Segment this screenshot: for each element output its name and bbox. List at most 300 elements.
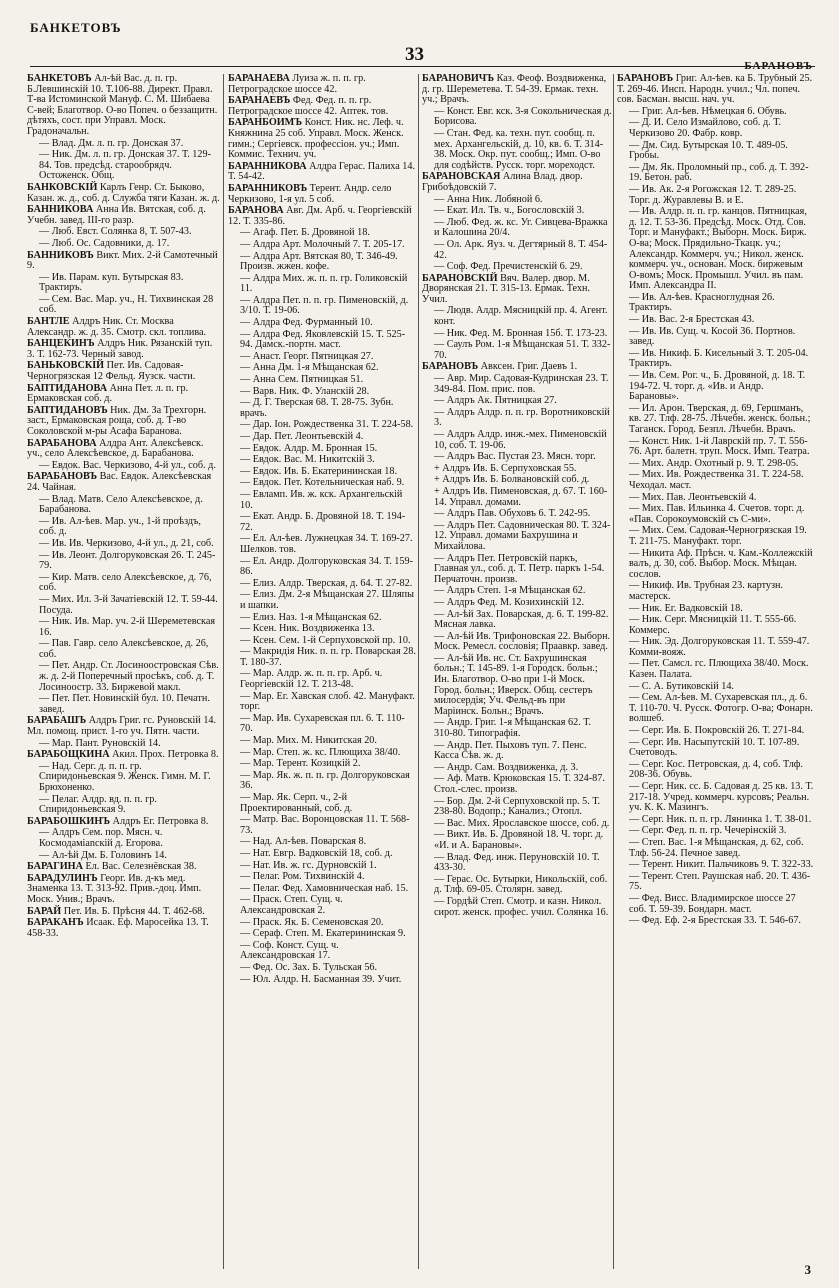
- entry-text: — Д. Г. Тверская 68. Т. 28-75. Зубн. врачъ.: [240, 397, 394, 419]
- directory-entry: [228, 490, 416, 511]
- entry-text: — Евдок. Вас. М. Никитскій 3.: [240, 454, 375, 466]
- entry-text: — Герас. Ос. Бутырки, Никольскій, соб. д. Тлф. 69-05. Столярн. завед.: [434, 873, 608, 896]
- entry-text: — Конст. Евг. кск. 3-я Сокольническая д. Борисова.: [434, 105, 612, 128]
- directory-entry: [228, 941, 416, 962]
- entry-surname: БАРАБАШЪ: [27, 715, 87, 727]
- directory-entry: [617, 493, 815, 504]
- entry-text: Алдръ Григ. гс. Руновскій 14. Мл. помощ. прист. 1-го уч. Пятн. части.: [27, 715, 217, 738]
- directory-entry: [422, 718, 612, 739]
- entry-text: — Пет. Пет. Новинскій бул. 10. Печатн. завед.: [39, 693, 210, 715]
- entry-text: — Ил. Арон. Тверская, д. 69, Гершманъ, кв. 27. Тлф. 28-75. Лѣчебн. женск. больн.; Таганск. Город. Безпл. Лѣчебн. Врачъ.: [629, 402, 811, 435]
- entry-text: — Мар. Пант. Руновскій 14.: [39, 737, 161, 749]
- entry-text: — Ник. Фед. М. Бронная 15б. Т. 173-23.: [434, 327, 608, 339]
- entry-surname: БАРАНОВСКІЙ: [422, 272, 498, 284]
- directory-entry: [228, 118, 416, 160]
- entry-text: Георг. Ив. д-къ мед. Знаменка 13. Т. 313-92. Прив.-доц. Имп. Моск. Унив.; Врачъ.: [27, 872, 202, 905]
- entry-text: — Ив. Леонт. Долгоруковская 26. Т. 245-79.: [39, 549, 216, 572]
- directory-entry: [228, 636, 416, 647]
- entry-surname: БАРАГИНА: [27, 861, 83, 873]
- entry-surname: БАРАНАЕВА: [228, 74, 290, 84]
- directory-entry: [27, 617, 220, 638]
- entry-text: — Алдръ Ак. Пятницкая 27.: [434, 395, 557, 407]
- entry-text: Терент. Андр. село Черкизово, 1-я ул. 5 соб.: [228, 182, 392, 205]
- entry-text: — Алдра Мих. ж. п. п. гр. Голиковскій 11.: [240, 272, 408, 295]
- entry-text: — Пелаг. Ром. Тихвинскій 4.: [240, 871, 365, 883]
- directory-entry: [228, 692, 416, 713]
- directory-entry: [27, 573, 220, 594]
- entry-surname: БАНЬКОВСКІЙ: [27, 360, 105, 372]
- entry-text: Пет. Ив. Садовая-Черногрязская 12 Фельд. Яузск. части.: [27, 360, 196, 383]
- directory-entry: [617, 604, 815, 615]
- entry-text: — Саулъ Ром. 1-я Мѣщанская 51. Т. 332-70.: [434, 339, 611, 361]
- directory-entry: [228, 579, 416, 590]
- entry-text: — Мар. Мих. М. Никитская 20.: [240, 735, 377, 747]
- entry-text: — Алдра Арт. Молочный 7. Т. 205-17.: [240, 238, 405, 250]
- entry-surname: БАНКОВСКІЙ: [27, 181, 98, 193]
- directory-entry: [617, 615, 815, 636]
- entry-surname: БАПТИДАНОВЪ: [27, 404, 108, 416]
- directory-entry: [27, 150, 220, 182]
- entry-text: — Пет. Самсл. гс. Плющиха 38/40. Моск. Казен. Палата.: [629, 658, 809, 681]
- directory-entry: [422, 206, 612, 217]
- entry-text: — Людв. Алдр. Мясницкій пр. 4. Агент. конт.: [434, 305, 608, 328]
- entry-text: — Кир. Матв. село Алексѣевское, д. 76, соб.: [39, 571, 212, 594]
- entry-text: + Алдръ Ив. Пименовская, д. 67. Т. 160-14. Управл. домами.: [434, 485, 608, 508]
- entry-text: — Над. Серг. д. п. п. гр. Спиридоньевская 9. Женск. Гимн. М. Г. Брюхоненко.: [39, 760, 211, 793]
- directory-entry: [27, 251, 220, 272]
- directory-entry: [422, 306, 612, 327]
- directory-entry: [228, 296, 416, 317]
- entry-surname: БАРАЙ: [27, 905, 62, 917]
- directory-entry: [617, 693, 815, 725]
- entry-text: — Варв. Ник. Ф. Уланскій 28.: [240, 385, 370, 397]
- entry-text: — Матр. Вас. Воронцовская 11. Т. 568-73.: [240, 814, 410, 836]
- entry-text: — Никита Аф. Прѣсн. ч. Кам.-Коллежскій валъ, д. 30, соб. Выбор. Моск. Мѣщан. сослов.: [629, 547, 813, 580]
- directory-entry: [422, 240, 612, 261]
- directory-entry: [228, 455, 416, 466]
- directory-entry: [617, 141, 815, 162]
- entry-text: Фед. Фед. п. п. гр. Петроградское шоссе 42. Аптек. тов.: [228, 95, 389, 117]
- entry-text: — Андр. Григ. 1-я Мѣщанская 62. Т. 310-80. Типографія.: [434, 717, 592, 740]
- entry-text: — Люб. Фед. ж. кс. Уг. Сивцева-Вражка и Калошина 20/4.: [434, 216, 608, 239]
- directory-entry: [617, 163, 815, 184]
- entry-surname: БАПТИДАНОВА: [27, 382, 108, 394]
- directory-entry: [27, 739, 220, 750]
- directory-entry: [617, 327, 815, 348]
- directory-entry: [228, 884, 416, 895]
- directory-entry: [617, 437, 815, 458]
- column-divider: [613, 74, 614, 1269]
- entry-text: Алдръ Ег. Петровка 8.: [112, 815, 209, 827]
- entry-text: — Фед. Висс. Владимирское шоссе 27 соб. Т. 59-39. Бондарн. маст.: [629, 892, 796, 915]
- entry-text: — Ив. Вас. 2-я Брестская 43.: [629, 314, 755, 326]
- entry-text: — Евдок. Пет. Котельническая наб. 9.: [240, 477, 405, 489]
- entry-text: — Соф. Конст. Сущ. ч. Александровская 17.: [240, 939, 339, 962]
- entry-surname: БАННИКОВЪ: [27, 249, 94, 261]
- entry-text: — Мар. Степ. ж. кс. Плющиха 38/40.: [240, 746, 401, 758]
- entry-surname: БАНКЕТОВЪ: [27, 74, 92, 84]
- entry-text: Викт. Мих. 2-й Самотечный 9.: [27, 249, 218, 272]
- directory-entry: [27, 539, 220, 550]
- entry-text: Алдра Герас. Палиха 14. Т. 54-42.: [228, 160, 416, 183]
- directory-entry: [228, 613, 416, 624]
- page-number: 33: [405, 44, 424, 65]
- entry-text: — Елиз. Наз. 1-я Мѣщанская 62.: [240, 611, 382, 623]
- directory-entry: [228, 837, 416, 848]
- entry-text: — Ал-ѣй Ив. нс. Ст. Бахрушинская больн.; Т. 145-89. 1-я Городск. больн.; Ин. Благотвор. О-во при 1-й Моск. Город. больн.; Иверск. Общ. сестеръ милосердія; Уч. Фельд-въ при Маріинск. Больн.; Врачъ.: [434, 652, 598, 717]
- directory-entry: [422, 362, 612, 373]
- directory-entry: [617, 916, 815, 927]
- directory-entry: [27, 874, 220, 906]
- entry-text: — Влад. Фед. инж. Перуновскій 10. Т. 433-30.: [434, 851, 600, 874]
- entry-text: — Макридія Ник. п. п. гр. Поварская 28. Т. 180-37.: [240, 646, 416, 668]
- directory-entry: [27, 661, 220, 693]
- directory-entry: [27, 205, 220, 226]
- entry-text: — Дм. Сид. Бутырская 10. Т. 489-05. Гробы.: [629, 139, 788, 162]
- directory-entry: [27, 762, 220, 794]
- directory-entry: [422, 875, 612, 896]
- directory-entry: [422, 586, 612, 597]
- entry-text: Пет. Ив. Б. Прѣсня 44. Т. 462-68.: [63, 905, 205, 917]
- entry-text: — Алдра Пет. п. п. гр. Пименовскій, д. 3/10. Т. 19-06.: [240, 294, 409, 317]
- entry-text: — Григ. Ал-ѣев. Нѣмецкая 6. Обувь.: [629, 105, 787, 117]
- directory-entry: [27, 862, 220, 873]
- entry-text: — Ал-ѣй Ив. Трифоновская 22. Выборн. Моск. Ремесл. сословія; Праавкр. завед.: [434, 630, 611, 653]
- entry-text: — Гордѣй Степ. Смотр. и казн. Никол. сирот. женск. профес. учил. Солянка 16.: [434, 895, 609, 918]
- directory-entry: [617, 860, 815, 871]
- entry-surname: БАРАНОВЪ: [422, 361, 479, 373]
- entry-text: — Андр. Пет. Пыховъ туп. 7. Пенс. Касса Сѣв. ж. д.: [434, 739, 587, 762]
- directory-entry: [422, 107, 612, 128]
- entry-text: — Евдок. Ив. Б. Екатерининская 18.: [240, 465, 397, 477]
- entry-text: — Екат. Андр. Б. Дровяной 18. Т. 194-72.: [240, 511, 406, 533]
- directory-entry: [422, 598, 612, 609]
- entry-text: — Анаст. Георг. Пятницкая 27.: [240, 350, 374, 362]
- directory-entry: [422, 374, 612, 395]
- entry-text: — Серг. Фед. п. п. гр. Чечерінскій 3.: [629, 825, 787, 837]
- directory-entry: [422, 521, 612, 553]
- footer-mark: 3: [804, 1262, 811, 1277]
- entry-text: — Никиф. Ив. Трубная 23. картузн. мастерск.: [629, 580, 784, 602]
- directory-column-4: [617, 74, 815, 1264]
- directory-entry: [422, 853, 612, 874]
- directory-entry: [617, 185, 815, 206]
- directory-entry: [422, 452, 612, 463]
- entry-text: — Викт. Ив. Б. Дровяной 18. Ч. торг. д. «И. и А. Барановы».: [434, 829, 604, 851]
- directory-entry: [27, 817, 220, 828]
- entry-text: — Люб. Евст. Солянка 8, Т. 507-43.: [39, 226, 192, 238]
- entry-text: — Евдок. Алдр. М. Бронная 15.: [240, 442, 378, 454]
- entry-text: — Мар. Як. ж. п. п. гр. Долгоруковская 36.: [240, 769, 410, 792]
- directory-entry: [617, 682, 815, 693]
- entry-text: — Сем. Вас. Мар. уч., Н. Тихвинская 28 соб.: [39, 293, 214, 316]
- entry-text: — Алдра Фед. Фурманный 10.: [240, 317, 373, 329]
- directory-entry: [27, 139, 220, 150]
- directory-entry: [422, 195, 612, 206]
- directory-entry: [422, 329, 612, 340]
- directory-entry: [422, 830, 612, 851]
- entry-text: — Ник. Ег. Вадковскій 18.: [629, 602, 743, 614]
- entry-text: — Алдръ Пав. Обуховъ 6. Т. 242-95.: [434, 508, 591, 520]
- directory-entry: [422, 464, 612, 475]
- entry-text: — Агаф. Пет. Б. Дровяной 18.: [240, 227, 370, 239]
- entry-surname: БАРАННИКОВА: [228, 160, 307, 172]
- entry-text: — Аф. Матв. Крюковская 15. Т. 324-87. Стол.-слес. произв.: [434, 773, 605, 795]
- directory-entry: [617, 526, 815, 547]
- directory-entry: [422, 340, 612, 361]
- directory-entry: [617, 659, 815, 680]
- entry-text: — Конст. Ник. 1-й Лаврскій пр. 7. Т. 556-76. Арт. балетн. труп. Моск. Имп. Театра.: [629, 435, 810, 458]
- directory-entry: [617, 838, 815, 859]
- entry-text: — Пет. Андр. Ст. Лосиноостровская Сѣв. ж. д. 2-й Поперечный просѣкъ, соб. д. Т. Лосиноостр. 33. Биржевой макл.: [39, 660, 219, 693]
- entry-text: — Алдръ Вас. Пустая 23. Мясн. торг.: [434, 451, 596, 463]
- directory-entry: [27, 495, 220, 516]
- directory-entry: [617, 459, 815, 470]
- entry-text: — Влад. Дм. л. п. гр. Донская 37.: [39, 137, 184, 149]
- directory-entry: [27, 551, 220, 572]
- directory-entry: [228, 352, 416, 363]
- entry-text: — Пав. Гавр. село Алексѣевское, д. 26, соб.: [39, 638, 209, 660]
- entry-text: Авг. Дм. Арб. ч. Георгіевскій 12. Т. 335-86.: [228, 205, 412, 227]
- entry-text: — Алдръ Пет. Садовническая 80. Т. 324-12. Управл. домами Бахрушина и Михайлова.: [434, 519, 611, 552]
- entry-text: — Мар. Терент. Козицкій 2.: [240, 758, 361, 770]
- directory-entry: [228, 398, 416, 419]
- directory-entry: [228, 228, 416, 239]
- entry-text: Анна Пет. л. п. гр. Ермаковская соб. д.: [27, 382, 189, 405]
- directory-entry: [228, 206, 416, 227]
- entry-text: — Серг. Ив. Насыпутскій 10. Т. 107-89. Счетоводъ.: [629, 736, 800, 759]
- entry-text: — С. А. Бутиковскій 14.: [629, 680, 734, 692]
- directory-entry: [617, 404, 815, 436]
- directory-entry: [422, 396, 612, 407]
- entry-text: Карлъ Генр. Ст. Быково, Казан. ж. д., соб. д. Служба тяги Казан. ж. д.: [27, 181, 220, 204]
- directory-entry: [27, 239, 220, 250]
- header-rule: [30, 66, 815, 67]
- directory-entry: [617, 872, 815, 893]
- directory-entry: [27, 339, 220, 360]
- entry-text: — Авр. Мир. Садовая-Кудринская 23. Т. 349-84. Пом. прис. пов.: [434, 373, 609, 395]
- directory-entry: [422, 274, 612, 306]
- directory-entry: [228, 478, 416, 489]
- directory-entry: [27, 595, 220, 616]
- directory-entry: [27, 750, 220, 761]
- directory-entry: [422, 408, 612, 429]
- directory-entry: [228, 872, 416, 883]
- entry-text: — Стан. Фед. ка. техн. пут. сообщ. п. мех. Архангельскій, д. 10, кв. 6. Т. 314-38. Моск. Окр. пут. сообщ.; Имп. О-во для содѣйств. Русск. торг. мореходст.: [434, 127, 604, 171]
- entry-text: — Мих. Пав. Леонтьевскій 4.: [629, 491, 757, 503]
- directory-entry: [27, 461, 220, 472]
- directory-entry: [228, 162, 416, 183]
- entry-text: Ник. Дм. За Трехгорн. заст., Ермаковская роща, соб. д. Т-во Соколовской м-ры Асафа Баранова.: [27, 404, 207, 437]
- directory-entry: [228, 557, 416, 578]
- directory-entry: [27, 273, 220, 294]
- entry-surname: БАРАНОВА: [228, 205, 284, 217]
- directory-entry: [228, 318, 416, 329]
- directory-entry: [228, 74, 416, 95]
- entry-text: — Ел. Ал-ѣев. Лужнецкая 34. Т. 169-27. Шелков. тов.: [240, 533, 413, 555]
- directory-entry: [228, 387, 416, 398]
- entry-text: Вас. Евдок. Алексѣевская 24. Чайная.: [27, 471, 212, 493]
- directory-entry: [228, 444, 416, 455]
- directory-entry: [27, 716, 220, 737]
- entry-text: Анна Ив. Вятская, соб. д. Учебн. завед. III-го разр.: [27, 204, 206, 226]
- entry-text: — Пелаг. Алдр. вд. п. п. гр. Спиридоньевская 9.: [39, 793, 157, 816]
- directory-entry: [422, 509, 612, 520]
- entry-text: — Елиз. Дм. 2-я Мѣщанская 27. Шляпы и шапки.: [240, 589, 414, 611]
- entry-text: — Над. Ал-ѣев. Поварская 8.: [240, 836, 367, 848]
- entry-surname: БАРАБАНОВЪ: [27, 471, 98, 483]
- entry-text: — Ник. Серг. Мясницкій 11. Т. 555-66. Коммерс.: [629, 614, 797, 636]
- directory-entry: [422, 74, 612, 106]
- entry-text: — Ал-ѣй Дм. Б. Головинъ 14.: [39, 849, 167, 861]
- entry-text: — Юл. Алдр. Н. Басманная 39. Учит.: [240, 973, 402, 985]
- entry-text: — Терент. Никит. Пальчиковъ 9. Т. 322-33.: [629, 859, 814, 871]
- entry-text: — Алдра Арт. Вятская 80, Т. 346-49. Произв. жжен. кофе.: [240, 250, 398, 273]
- entry-text: — Дар. Пет. Леонтьевскій 4.: [240, 431, 364, 442]
- entry-text: Алина Влад. двор. Грибоѣдовскій 7.: [422, 171, 583, 193]
- entry-text: — Ник. Эд. Долгоруковская 11. Т. 559-47. Комми-вояж.: [629, 636, 810, 658]
- entry-text: — Анна Сем. Пятницкая 51.: [240, 374, 364, 386]
- directory-entry: [228, 363, 416, 374]
- directory-entry: [617, 207, 815, 292]
- directory-entry: [27, 74, 220, 138]
- directory-column-1: [27, 74, 220, 1264]
- directory-entry: [228, 815, 416, 836]
- entry-text: — Ив. Ив. Сущ. ч. Косой 36. Портнов. завед.: [629, 325, 796, 348]
- directory-entry: [228, 793, 416, 814]
- entry-text: — Евдок. Вас. Черкизово, 4-й ул., соб. д.: [39, 459, 216, 471]
- entry-text: — Мар. Ив. Сухаревская пл. 6. Т. 110-70.: [240, 712, 405, 735]
- entry-text: Акил. Прох. Петровка 8.: [112, 749, 219, 761]
- directory-entry: [617, 470, 815, 491]
- entry-text: — Мих. Сем. Садовая-Черногрязская 19. Т. 211-75. Мануфакт. торг.: [629, 525, 807, 547]
- directory-entry: [422, 430, 612, 451]
- directory-entry: [422, 610, 612, 631]
- directory-entry: [27, 439, 220, 460]
- directory-entry: [228, 714, 416, 735]
- entry-text: — Ив. Ал-ѣев. Красноглудная 26. Трактиръ.: [629, 291, 775, 314]
- entry-text: — Фед. Еф. 2-я Брестская 33. Т. 546-67.: [629, 915, 801, 927]
- directory-entry: [422, 819, 612, 830]
- directory-entry: [617, 371, 815, 403]
- entry-text: — Мих. Ил. 3-й Зачатіевскій 12. Т. 59-44. Посуда.: [39, 593, 218, 616]
- directory-entry: [27, 517, 220, 538]
- entry-text: — Сем. Ал-ѣев. М. Сухаревская пл., д. 6. Т. 110-70. Ч. Русск. Фотогр. О-ва; Фонарн. волшеб.: [629, 692, 813, 725]
- directory-entry: [228, 96, 416, 117]
- directory-entry: [617, 504, 815, 525]
- entry-text: — Нат. Ив. ж. гс. Дурновскій 1.: [240, 859, 377, 871]
- entry-text: — Бор. Дм. 2-й Серпуховской пр. 5. Т. 238-80. Водопр.; Канализ.; Отопл.: [434, 795, 601, 818]
- entry-surname: БАРАННИКОВЪ: [228, 182, 308, 194]
- directory-entry: [422, 763, 612, 774]
- entry-text: — Ив. Ак. 2-я Рогожская 12. Т. 289-25. Торг. д. Журавлевы В. и Е.: [629, 183, 797, 206]
- column-divider: [418, 74, 419, 1269]
- entry-text: — Анна Ник. Лобяной 6.: [434, 193, 543, 205]
- entry-text: — Серг. Кос. Петровская, д. 4, соб. Тлф. 208-36. Обувь.: [629, 758, 803, 781]
- entry-surname: БАРАНБОИМЪ: [228, 117, 303, 129]
- entry-text: Каз. Феоф. Воздвиженка, д. гр. Шереметева. Т. 54-39. Ермак. техн. уч.; Врачъ.: [422, 74, 607, 106]
- directory-entry: [27, 918, 220, 939]
- directory-entry: [228, 975, 416, 986]
- entry-text: — Алдръ Фед. М. Козихинскій 12.: [434, 596, 585, 608]
- entry-surname: БАРАНОВСКАЯ: [422, 171, 501, 183]
- entry-text: — Алдръ Сем. пор. Мясн. ч. Космодамianскій д. Егорова.: [39, 827, 163, 849]
- entry-text: — Фед. Ос. Зах. Б. Тульская 56.: [240, 961, 378, 973]
- directory-entry: [27, 295, 220, 316]
- directory-entry: [27, 795, 220, 816]
- entry-surname: БАРАБОШКИНЪ: [27, 815, 111, 827]
- entry-text: — Дм. Як. Проломный пр., соб. д. Т. 392-19. Бетон. раб.: [629, 161, 809, 184]
- directory-entry: [228, 748, 416, 759]
- entry-text: — Елиз. Алдр. Тверская, д. 64. Т. 27-82.: [240, 577, 413, 589]
- directory-entry: [617, 581, 815, 602]
- directory-entry: [617, 293, 815, 314]
- directory-entry: [228, 375, 416, 386]
- directory-entry: [228, 252, 416, 273]
- running-head-left: БАНКЕТОВЪ: [30, 20, 122, 35]
- directory-entry: [617, 349, 815, 370]
- entry-surname: БАРАКАНЪ: [27, 917, 84, 929]
- directory-entry: [228, 963, 416, 974]
- entry-surname: БАРАНОВИЧЪ: [422, 74, 495, 84]
- directory-entry: [422, 897, 612, 918]
- directory-entry: [27, 907, 220, 918]
- directory-entry: [422, 797, 612, 818]
- entry-text: — Алдръ Пет. Петровскій паркъ, Главная ул., соб. д. Т. Петр. паркъ 1-54. Перчаточн. произв.: [434, 552, 605, 585]
- entry-surname: БАРАНОВЪ: [617, 74, 674, 84]
- directory-entry: [617, 315, 815, 326]
- entry-text: — Алдра Фед. Яковлевскій 15. Т. 525-94. Дамск.-портн. маст.: [240, 328, 406, 351]
- entry-surname: БАРАБОЩКИНА: [27, 749, 110, 761]
- directory-entry: [617, 726, 815, 737]
- entry-text: — Мих. Андр. Охотный р. 9. Т. 298-05.: [629, 457, 799, 469]
- entry-text: — Дар. Іон. Рождественка 31. Т. 224-58.: [240, 419, 414, 431]
- entry-text: — Ив. Ив. Черкизово, 4-й ул., д. 21, соб.: [39, 537, 214, 549]
- entry-text: — Андр. Сам. Воздвиженка, д. 3.: [434, 761, 579, 773]
- entry-text: Конст. Ник. нс. Леф. ч. Княжнина 25 соб. Управл. Моск. Женск. гимн.; Сергіевск. профессіон. уч.; Имп. Коммис. Технич. уч.: [228, 117, 404, 161]
- directory-entry: [228, 184, 416, 205]
- directory-entry: [617, 74, 815, 106]
- entry-text: — Соф. Фед. Пречистенскій 6. 29.: [434, 261, 583, 273]
- directory-entry: [228, 759, 416, 770]
- directory-entry: [422, 632, 612, 653]
- directory-entry: [27, 406, 220, 438]
- entry-text: — Праск. Степ. Сущ. ч. Александровская 2.: [240, 894, 343, 916]
- directory-entry: [228, 512, 416, 533]
- directory-column-2: [228, 74, 416, 1264]
- directory-entry: [228, 771, 416, 792]
- directory-entry: [228, 420, 416, 431]
- directory-entry: [422, 475, 612, 486]
- entry-text: Григ. Ал-ѣев. ка Б. Трубный 25. Т. 269-46. Инсп. Народн. учил.; Чл. попеч. сов. Басман. высш. нач. уч.: [617, 74, 813, 106]
- entry-text: — Мих. Пав. Ильинка 4. Счетов. торг. д. «Пав. Сорокоумовскій съ С-ми».: [629, 503, 805, 525]
- entry-text: — Алдръ Алдр. п. п. гр. Воротниковскій 3.: [434, 406, 610, 429]
- directory-entry: [27, 472, 220, 493]
- entry-text: — Серг. Ив. Б. Покровскій 26. Т. 271-84.: [629, 725, 805, 737]
- directory-entry: [228, 590, 416, 611]
- entry-surname: БАНТЛЕ: [27, 316, 70, 328]
- entry-text: — Алдръ Степ. 1-я Мѣщанская 62.: [434, 585, 586, 597]
- entry-text: — Ив. Никиф. Б. Кисельный 3. Т. 205-04. Трактиръ.: [629, 347, 809, 370]
- entry-text: Алдръ Ник. Рязанскій туп. 3. Т. 162-73. Черный завод.: [27, 338, 213, 360]
- directory-entry: [617, 894, 815, 915]
- entry-surname: БАРАБАНОВА: [27, 437, 97, 449]
- entry-surname: БАНЦЕКИНЪ: [27, 338, 95, 350]
- entry-text: — Люб. Ос. Садовники, д. 17.: [39, 237, 170, 249]
- entry-text: — Вас. Мих. Ярославское шоссе, соб. д.: [434, 817, 610, 829]
- directory-entry: [617, 118, 815, 139]
- entry-text: — Ив. Сем. Рог. ч., Б. Дровяной, д. 18. Т. 194-72. Ч. торг. д. «Ив. и Андр. Барановы».: [629, 370, 806, 403]
